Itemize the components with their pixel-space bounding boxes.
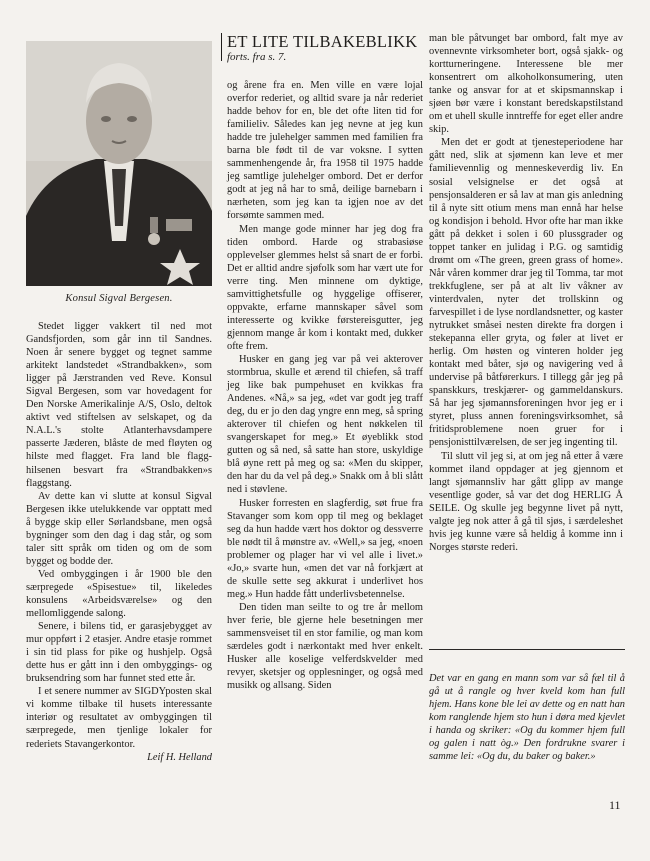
author-signature: Leif H. Helland: [147, 751, 212, 763]
paragraph: og årene fra en. Men ville en være lojal overfor rederiet, og alltid svare ja når rederiet hadde behov for en, ble det ofte liten tid for familieliv. Således kan jeg nevne at jeg kun hadde tre julehelger sammen med familien fra barna ble født til de var voksne. I sytten sammenhengende år, fra 1958 til 1975 hadde jeg samtlige julehelger ombord. Det er derfor godt at jeg nå har to små, deilige barnebarn i nærheten, som jeg kan ta igjen noe av det forsømte sammen med.: [227, 80, 423, 222]
paragraph: Husker forresten en slagferdig, søt frue fra Stavanger som kom opp til meg og beklaget seg da hun hadde vært hos doktor og dessverre ble nødt til å mønstre av. «Well,» sa jeg, «noen problemer og plager har vi vel alle i livet.» «Jo,» svarte hun, «men det var nå forkjært at de skulle sette seg akkurat i underlivet hos meg.» Hun hadde fått underlivsbetennelse.: [227, 497, 423, 600]
anecdote-box: Det var en gang en mann som var så fæl til å gå ut å rangle og hver kveld kom han full hjem. Hans kone ble lei av dette og en natt han kom ranglende hjem sto hun i døra med kjevlet i handa og skriker: «Og du kommer hjem full og galen i natt òg.» Den fordrukne svarer i samme lei: «Og du, du baker og baker.»: [429, 673, 625, 763]
paragraph: Til slutt vil jeg si, at om jeg nå etter å være kommet iland oppdager at jeg gjennom et langt sjømannsliv har gått glipp av mange vesentlige goder, så var det dog HERLIG Å SEILE. Og skulle jeg begynne livet på nytt, valgte jeg nok atter å gå til sjøs, i særdeleshet hvis jeg kunne være så heldig å komme inn i Norges største rederi.: [429, 450, 623, 553]
title-rule: [221, 33, 222, 61]
portrait-illustration: [26, 41, 212, 286]
paragraph: man ble påtvunget bar ombord, falt mye av ovennevnte virksomheter bort, også sjakk- og kortturneringene. Interessene ble mer konsentrert om alkoholkonsumering, uten tanke og ansvar for at et skipsmannskap i sjøen bør være i konstant beredskapstilstand om et uhell skulle inntreffe for eget eller andre skip.: [429, 33, 623, 136]
article-title: ET LITE TILBAKEBLIKK: [227, 32, 418, 51]
column-left: [26, 320, 212, 764]
paragraph: Ved ombyggingen i år 1900 ble den særpregede «Spisestue» til, likeledes konsulens «Arbeidsværelse» og den mellomliggende salong.: [26, 568, 212, 620]
paragraph: Av dette kan vi slutte at konsul Sigval Bergesen ikke utelukkende var opptatt med å bygge skip eller Sørlandsbane, men også bygninger som den dag i dag står, og som taler sitt språk om tiden og om de som bygget og bodde der.: [26, 490, 212, 567]
page-number: 11: [609, 798, 621, 812]
paragraph: Men det er godt at tjenesteperiodene har gått ned, slik at sjømenn kan leve et mer familievennlig og menneskeverdig liv. En sosial velsignelse er det også at pensjonsalderen er så lav at man gis anledning til å nyte sitt otium mens man ennå har helse og kondisjon i behold. Hvor ofte har man ikke gått på dekket i solen i 60 plussgrader og toppet tanker en julidag i P.G. og samtidig drømt om «The green, green grass of home». Når våren kommer drar jeg til Tomma, tar mot trekkfuglene, ser på at alt liv våkner av vinterdvalen, nyter det trollskinn og farvespillet i de lyse nordlandsnetter, og kaster nytrukket småsei nesten direkte fra dorgen i stekepanna eller gryta, og føler at livet er herlig. Om høsten og vinteren holder jeg kontakt med båter, sjø og navigering ved å undervise på båtførerkurs. I tillegg går jeg på spanskkurs, treskjærer- og gammeldanskurs. Så har jeg sjømannsforeningen hvor jeg er i styret, pluss annen foreningsvirksomhet, så fritidsproblemene noen gruer for i pensjonisttilværelsen, de ser jeg ingenting til.: [429, 137, 623, 449]
paragraph: Stedet ligger vakkert til ned mot Gandsfjorden, som går inn til Sandnes. Noen år senere bygget og tegnet samme arkitekt landstedet «Strandbakken», som ligger på Jærstranden ved Reve. Konsul Sigval Bergesen, som var hovedagent for Den Norske Amerikalinje A/S, Oslo, deltok aktivt ved stiftelsen av selskapet, og da N.A.L.'s stolte Atlanterhavsdampere passerte Jæderen, blåste de med fløyten og hilste med flagget. Fra land ble flagg-hilsenen besvart fra «Strandbakken»s flaggstang.: [26, 321, 212, 489]
column-right: [429, 32, 623, 554]
photo-caption: Konsul Sigval Bergesen.: [65, 293, 173, 304]
paragraph: Den tiden man seilte to og tre år mellom hver ferie, ble gjerne hele besetningen mer sammensveiset til en stor familie, og man kom særdeles godt i nærkontakt med hver enkelt. Husker alle koselige velferdskvelder med revyer, sketsjer og opplesninger, og også med musikk og allsang. Siden: [227, 601, 423, 692]
column-middle: [227, 79, 423, 692]
paragraph: Men mange gode minner har jeg dog fra tiden ombord. Harde og strabasiøse opplevelser glemmes helst så snart de er forbi. Det er alltid andre sjøfolk som har vært ute for verre ting. Men minnene om dyktige, samvittighetsfulle og hyggelige offiserer, oppvakte, erfarne mannskaper såvel som interesserte og kvikke førstereisgutter, jeg gjennom mange år kom i kontakt med, dukker ofte frem.: [227, 223, 423, 352]
paragraph: Husker en gang jeg var på vei akterover stormbrua, skulle et ærend til chiefen, så traff jeg like bak pumpehuset en kvikkas fra Andenes. «Nå,» sa jeg, «det var godt jeg traff deg, du er jo den dag yngre enn meg, så spring akterover til chiefen og hent nøkkelen til svangerskapet for meg.» Et øyeblikk stod gutten og så ned, så satte han store, uskyldige blå øyne rett på meg og sa: «Men du skipper, den har du da vel på deg.» Snakk om å bli slått ned i støvlene.: [227, 353, 423, 496]
paragraph: Senere, i bilens tid, er garasjebygget av mur oppført i 2 etasjer. Andre etasje rommet i sin tid plass for pike og hushjelp. Også dette hus er gått inn i den ombyggings- og bruksendring som har funnet sted ette år.: [26, 621, 212, 685]
portrait-photo: [26, 41, 212, 286]
section-divider: [429, 649, 625, 650]
paragraph: I et senere nummer av SIGDYposten skal vi komme tilbake til husets interessante interiør og resultatet av ombyggingen til særpregede, men tjenlige lokaler for rederiets Stavangerkontor.: [26, 686, 212, 750]
article-subtitle: forts. fra s. 7.: [227, 51, 287, 63]
